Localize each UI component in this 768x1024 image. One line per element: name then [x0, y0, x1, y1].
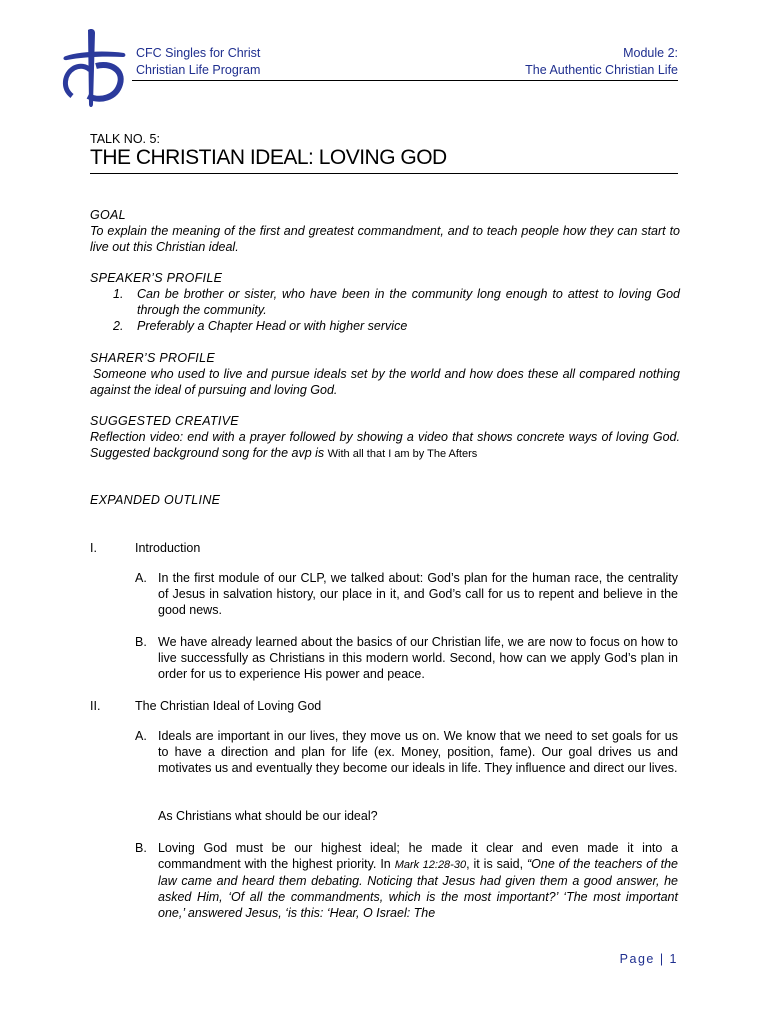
sharers-profile-text: Someone who used to live and pursue ideals set by the world and how does these all compared nothing against the ideal of pursuing and loving God. [90, 367, 680, 397]
title-rule [90, 173, 678, 174]
header-module [525, 45, 678, 79]
suggested-creative-text [90, 429, 680, 462]
header-rule [132, 80, 678, 81]
suggested-creative-body: Reflection video: end with a prayer followed by showing a video that shows concrete ways of loving God. Suggested background song for the avp is [90, 430, 680, 460]
expanded-outline-label: EXPANDED OUTLINE [90, 493, 221, 507]
outline-1-title: Introduction [135, 541, 201, 555]
outline-2-title: The Christian Ideal of Loving God [135, 699, 322, 713]
outline-2a-num: A. [135, 729, 147, 743]
speaker-item-2-text: Preferably a Chapter Head or with higher service [137, 319, 408, 333]
cfc-logo-icon [58, 26, 136, 110]
outline-1b-text: We have already learned about the basics of our Christian life, we are now to focus on how to live successfully as Christians in this modern world. Second, how can we apply God’s plan in order for us to experience His power and peace. [158, 635, 678, 681]
speakers-profile-section [90, 270, 680, 286]
suggested-creative-label: SUGGESTED CREATIVE [90, 414, 239, 428]
speaker-item-1-text: Can be brother or sister, who have been in the community long enough to attest to loving God through the community. [137, 287, 680, 317]
outline-1b-num: B. [135, 635, 147, 649]
suggested-creative-song: With all that I am by The Afters [327, 448, 478, 460]
outline-1-num: I. [90, 541, 97, 555]
outline-2b-text-1: Loving God must be our highest ideal; he made it clear and even made it into a commandment with the highest priority. In [158, 841, 678, 871]
suggested-creative-section [90, 413, 680, 462]
header-module-line1: Module 2: [623, 46, 678, 60]
outline-2-num: II. [90, 699, 101, 713]
header-org-line1: CFC Singles for Christ [136, 46, 261, 60]
outline-2b-reference: Mark 12:28-30 [394, 859, 467, 871]
header-org [136, 45, 260, 79]
goal-section [90, 207, 680, 255]
outline-2b-quote: “One of the teachers of the law came and heard them debating. Noticing that Jesus had given them a good answer, he asked Him, ‘Of all the commandments, which is the most important?’ ‘The most important one,’ answered Jesus, ‘is this: ‘Hear, O Israel: The [158, 857, 678, 920]
header-org-line2: Christian Life Program [136, 63, 261, 77]
outline-1a-text: In the first module of our CLP, we talked about: God’s plan for the human race, the centrality of Jesus in salvation history, our place in it, and God’s call for us to repent and believe in the good news. [158, 571, 678, 617]
talk-number: TALK NO. 5: [90, 132, 160, 146]
outline-2b-text-2: , it is said, [466, 857, 527, 871]
speakers-profile-label: SPEAKER’S PROFILE [90, 271, 223, 285]
outline-2b-num: B. [135, 841, 147, 855]
outline-1a-num: A. [135, 571, 147, 585]
goal-text: To explain the meaning of the first and greatest commandment, and to teach people how they can start to live out this Christian ideal. [90, 224, 680, 254]
outline-2a-question: As Christians what should be our ideal? [158, 809, 378, 823]
sharers-profile-label: SHARER’S PROFILE [90, 351, 215, 365]
goal-label: GOAL [90, 208, 126, 222]
page-title: THE CHRISTIAN IDEAL: LOVING GOD [90, 146, 447, 169]
outline-2b-text [158, 840, 678, 921]
header-module-line2: The Authentic Christian Life [525, 63, 678, 77]
speaker-item-1-num: 1. [113, 287, 124, 301]
speaker-item-2-num: 2. [113, 319, 124, 333]
outline-2a-text: Ideals are important in our lives, they move us on. We know that we need to set goals for us to have a direction and plan for life (ex. Money, position, fame). Our goal drives us and motivates us and eventually they become our ideals in life. They influence and direct our lives. [158, 729, 678, 775]
sharers-profile-section [90, 350, 680, 398]
page-number: Page | 1 [619, 952, 678, 966]
